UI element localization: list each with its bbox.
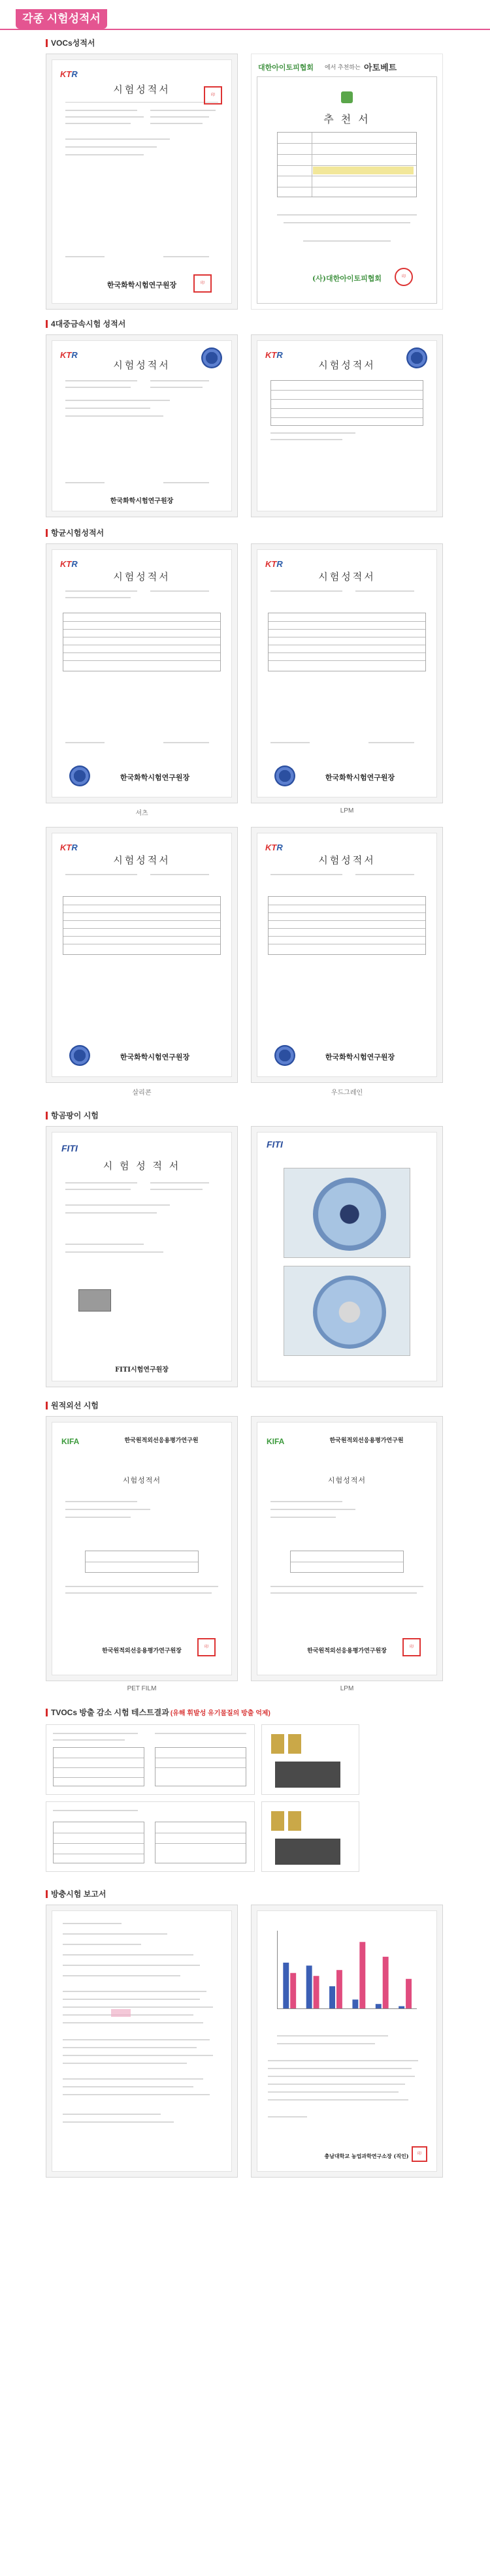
antimold-photos[interactable]: FITI xyxy=(251,1126,443,1387)
caption-lpm: LPM xyxy=(340,807,354,814)
tvoc-subtitle: (유해 휘발성 유기물질의 방출 억제) xyxy=(170,1710,270,1717)
heavy-metal-certificate-2[interactable]: KTR 시험성적서 xyxy=(251,334,443,517)
doc-line xyxy=(65,102,218,103)
assoc-name: 대한아이토피협회 xyxy=(258,64,314,72)
caption-silicone: 살리콘 xyxy=(132,1089,152,1097)
doc-issuer: 한국화학시험연구원장 xyxy=(106,281,177,289)
bar-B-3 xyxy=(336,1970,342,2008)
section-title-antibacterial: 항균시험성적서 xyxy=(46,528,104,538)
bar-A-5 xyxy=(376,2004,382,2008)
bar-A-3 xyxy=(329,1986,335,2008)
bar-B-5 xyxy=(383,1957,389,2008)
antibacterial-certificate-woodgrain[interactable]: KTR 시험성적서 한국화학시험연구원장 xyxy=(251,827,443,1083)
bar-B-2 xyxy=(314,1976,319,2008)
tvoc-report-page-2[interactable] xyxy=(261,1724,359,1795)
section-title-antimold: 항곰팡이 시험 xyxy=(46,1110,99,1121)
caption-pet-film: PET FILM xyxy=(127,1685,157,1692)
assoc-icon xyxy=(341,91,353,103)
rec-issuer: (사)대한아이토피협회 xyxy=(312,274,382,283)
caption-woodgrain: 우드그레인 xyxy=(331,1089,363,1097)
heavy-metal-certificate-1[interactable]: KTR 시험성적서 한국화학시험연구원장 xyxy=(46,334,238,517)
header-divider xyxy=(0,29,490,30)
tvoc-report-page-1[interactable] xyxy=(46,1724,255,1795)
ktr-logo: KTR xyxy=(60,69,78,79)
sample-thumbnail xyxy=(78,1289,111,1312)
voc-certificate[interactable]: KTR 시험성적서 印 한국화학시험연구원장 印 xyxy=(46,54,238,310)
section-title-far-infrared: 원적외선 시험 xyxy=(46,1400,99,1411)
red-stamp: 印 xyxy=(204,86,222,105)
bar-A-1 xyxy=(283,1963,289,2008)
bar-B-6 xyxy=(406,1979,412,2008)
antibacterial-certificate-lpm[interactable]: KTR 시험성적서 한국화학시험연구원장 xyxy=(251,543,443,803)
bar-B-1 xyxy=(290,1973,296,2008)
antibacterial-certificate-shirt[interactable]: KTR 시험성적서 한국화학시험연구원장 xyxy=(46,543,238,803)
fire-report-text[interactable] xyxy=(46,1905,238,2178)
bar-A-4 xyxy=(352,1999,358,2008)
far-infrared-certificate-lpm[interactable]: KIFA 한국원적외선응용평가연구원 시험성적서 한국원적외선응용평가연구원장 印 xyxy=(251,1416,443,1681)
caption-lpm-2: LPM xyxy=(340,1685,354,1692)
caption-shirt: 셔츠 xyxy=(135,810,148,817)
mold-photo-1 xyxy=(284,1168,410,1258)
section-title-fire: 방충시험 보고서 xyxy=(46,1889,106,1899)
bar-B-4 xyxy=(359,1942,365,2008)
rec-table xyxy=(277,132,417,197)
section-title-voc: VOCs성적서 xyxy=(46,38,95,48)
fire-report-chart[interactable]: 충남대학교 농업과학연구소장 (직인) 印 xyxy=(251,1905,443,2178)
antimold-certificate[interactable]: FITI 시 험 성 적 서 FITI시험연구원장 xyxy=(46,1126,238,1387)
recommendation-letter[interactable]: 대한아이토피협회 에서 추천하는 아토베트 추 천 서 (사)대한아이토피협회 印 xyxy=(251,54,443,310)
section-title-heavy-metals: 4대중금속시험 성적서 xyxy=(46,319,125,329)
tvoc-report-page-4[interactable] xyxy=(261,1801,359,1872)
page-header-tab: 각종 시험성적서 xyxy=(16,9,107,29)
brand-name: 아토베트 xyxy=(364,63,397,72)
rec-title: 추 천 서 xyxy=(323,113,370,125)
far-infrared-certificate-pet[interactable]: KIFA 한국원적외선응용평가연구원 시험성적서 한국원적외선응용평가연구원장 印 xyxy=(46,1416,238,1681)
mold-photo-2 xyxy=(284,1266,410,1356)
insect-test-bar-chart xyxy=(277,1931,417,2009)
bar-A-2 xyxy=(306,1965,312,2008)
fire-report-issuer: 충남대학교 농업과학연구소장 (직인) xyxy=(324,2153,409,2159)
bar-A-6 xyxy=(399,2006,404,2008)
tvoc-report-page-3[interactable] xyxy=(46,1801,255,1872)
section-title-tvoc: TVOCs 방출 감소 시험 테스트결과 (유해 휘발성 유기물질의 방출 억제) xyxy=(46,1707,270,1719)
antibacterial-certificate-silicone[interactable]: KTR 시험성적서 한국화학시험연구원장 xyxy=(46,827,238,1083)
doc-title: 시험성적서 xyxy=(113,84,171,95)
